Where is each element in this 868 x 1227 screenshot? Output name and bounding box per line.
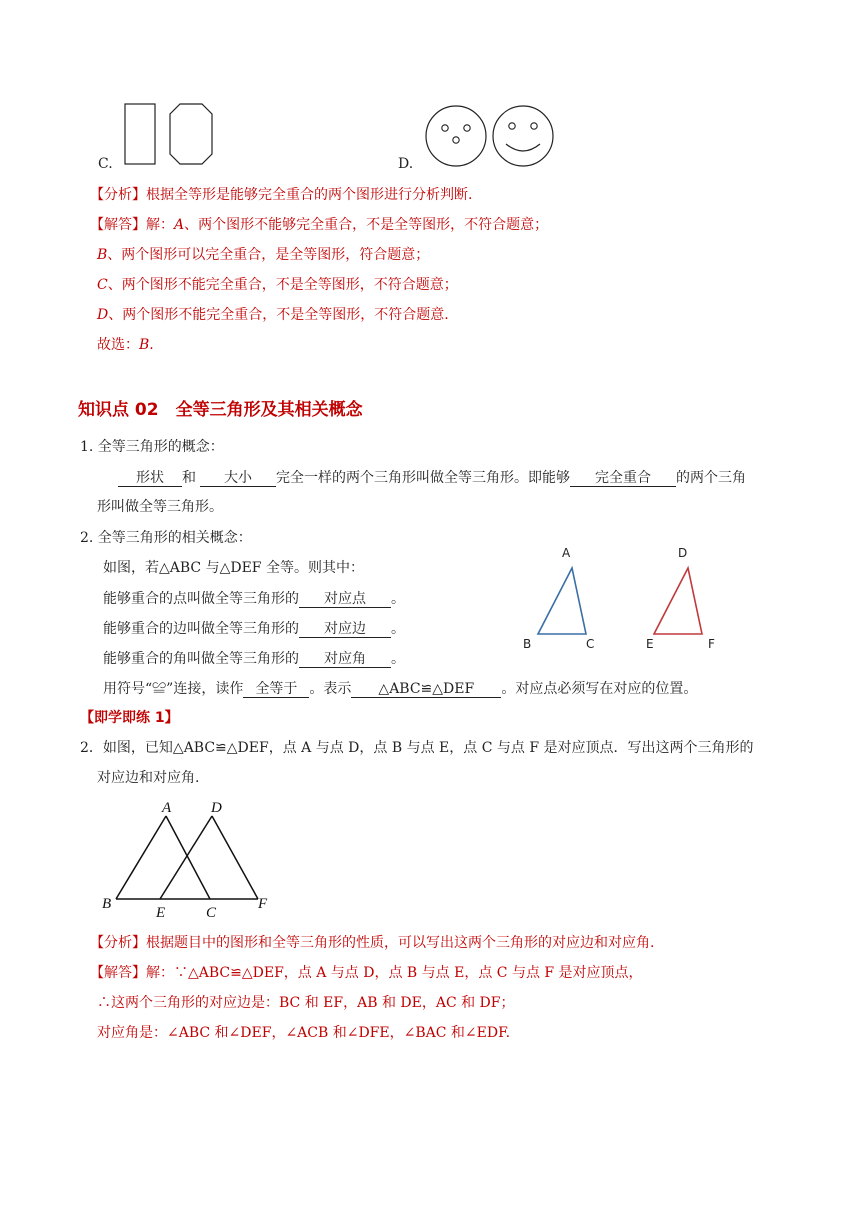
- triangle-abc: [538, 568, 586, 634]
- blank-read: 全等于: [243, 681, 309, 698]
- practice-question-line1: [80, 741, 753, 755]
- choice-prefix: 故选：: [97, 337, 139, 353]
- practice-tag: 【即学即练 1】: [80, 710, 179, 726]
- option-c-figures: [120, 100, 340, 170]
- concept2-symbol: [103, 681, 697, 698]
- label-b: B: [523, 637, 532, 651]
- blank-angles: 对应角: [299, 651, 391, 668]
- angles-text: 能够重合的角叫做全等三角形的: [103, 651, 299, 667]
- period: 。: [391, 591, 405, 607]
- label-a: A: [562, 546, 571, 560]
- q1-answer-line1: [90, 218, 548, 232]
- concept1-line1: [118, 470, 746, 487]
- q2-answer-line2: ∴这两个三角形的对应边是：BC 和 EF，AB 和 DE，AC 和 DF；: [97, 995, 515, 1011]
- analysis-tag: 【分析】: [90, 935, 146, 951]
- question-number: 2．: [80, 740, 103, 756]
- concept2-sides: [103, 621, 405, 638]
- letter-b: B: [97, 247, 108, 263]
- blank-sides: 对应边: [299, 621, 391, 638]
- concept1-end: 的两个三角: [676, 470, 746, 486]
- q2-answer-line1: [90, 966, 643, 980]
- q1-choice: [97, 338, 154, 352]
- concept2-angles: [103, 651, 405, 668]
- face-left: [426, 106, 486, 166]
- answer-line3-text: 、两个图形不能完全重合，不是全等图形，不符合题意；: [107, 277, 458, 293]
- label-a2: A: [162, 800, 172, 816]
- symbol-text2: 。表示: [309, 681, 352, 697]
- rectangle-shape: [125, 104, 155, 164]
- option-d-label: D.: [398, 156, 414, 172]
- concept1-line2: 形叫做全等三角形。: [97, 499, 223, 515]
- section-title: 知识点 02 全等三角形及其相关概念: [78, 400, 363, 420]
- points-text: 能够重合的点叫做全等三角形的: [103, 591, 299, 607]
- label-f2: F: [258, 896, 268, 912]
- label-b2: B: [102, 896, 112, 912]
- analysis-text: 根据全等形是能够完全重合的两个图形进行分析判断.: [146, 187, 473, 203]
- congruent-triangles-figure: [518, 540, 738, 655]
- choice-suffix: .: [149, 337, 154, 353]
- label-c2: C: [206, 905, 217, 921]
- overlapping-triangles-figure: [98, 798, 288, 923]
- q1-answer-line3: [97, 278, 458, 292]
- q2-answer-line3: 对应角是：∠ABC 和∠DEF，∠ACB 和∠DFE，∠BAC 和∠EDF.: [97, 1025, 511, 1041]
- label-d: D: [678, 546, 688, 560]
- concept2-intro: 如图，若△ABC 与△DEF 全等。则其中：: [103, 560, 364, 576]
- blank-size: 大小: [200, 470, 276, 487]
- analysis-text: 根据题目中的图形和全等三角形的性质，可以写出这两个三角形的对应边和对应角.: [146, 935, 655, 951]
- face-right: [493, 106, 553, 166]
- choice-letter: B: [139, 337, 150, 353]
- answer-prefix: 解：: [146, 217, 174, 233]
- label-d2: D: [211, 800, 222, 816]
- option-d-figures: [420, 102, 580, 182]
- concept1-heading: 1. 全等三角形的概念：: [80, 439, 224, 455]
- blank-notation: △ABC≌△DEF: [351, 681, 501, 698]
- symbol-text1: 用符号“≌”连接，读作: [103, 681, 244, 697]
- concept2-points: [103, 591, 405, 608]
- analysis-tag: 【分析】: [90, 187, 146, 203]
- blank-shape: 形状: [118, 470, 182, 487]
- letter-c: C: [97, 277, 108, 293]
- concept1-mid: 完全一样的两个三角形叫做全等三角形。即能够: [276, 470, 570, 486]
- q1-answer-line4: [97, 308, 449, 322]
- blank-points: 对应点: [299, 591, 391, 608]
- option-c-label: C.: [98, 156, 113, 172]
- concept2-heading: 2. 全等三角形的相关概念：: [80, 530, 252, 546]
- answer-line1-text: 、两个图形不能够完全重合，不是全等图形，不符合题意；: [184, 217, 549, 233]
- answer-tag: 【解答】: [90, 965, 146, 981]
- label-e2: E: [156, 905, 166, 921]
- answer-line1: 解：∵△ABC≌△DEF，点 A 与点 D，点 B 与点 E，点 C 与点 F 是对应顶点，: [146, 965, 643, 981]
- q1-analysis: [90, 188, 472, 202]
- q1-answer-line2: [97, 248, 429, 262]
- answer-tag: 【解答】: [90, 217, 146, 233]
- octagon-shape: [170, 104, 212, 164]
- practice-question-line2: 对应边和对应角.: [97, 770, 200, 786]
- triangle-def: [654, 568, 702, 634]
- label-e: E: [646, 637, 654, 651]
- answer-line2-text: 、两个图形可以完全重合，是全等图形，符合题意；: [107, 247, 430, 263]
- letter-d: D: [97, 307, 109, 323]
- label-f: F: [708, 637, 715, 651]
- q2-analysis: [90, 936, 654, 950]
- label-c: C: [586, 637, 595, 651]
- and-text: 和: [182, 470, 196, 486]
- answer-line4-text: 、两个图形不能完全重合，不是全等图形，不符合题意.: [108, 307, 449, 323]
- question-text: 如图，已知△ABC≌△DEF，点 A 与点 D，点 B 与点 E，点 C 与点 F 是对应顶点．写出这两个三角形的: [102, 740, 754, 756]
- blank-coincide: 完全重合: [570, 470, 676, 487]
- sides-text: 能够重合的边叫做全等三角形的: [103, 621, 299, 637]
- period: 。: [391, 621, 405, 637]
- symbol-text3: 。对应点必须写在对应的位置。: [501, 681, 698, 697]
- letter-a: A: [174, 217, 185, 233]
- period: 。: [391, 651, 405, 667]
